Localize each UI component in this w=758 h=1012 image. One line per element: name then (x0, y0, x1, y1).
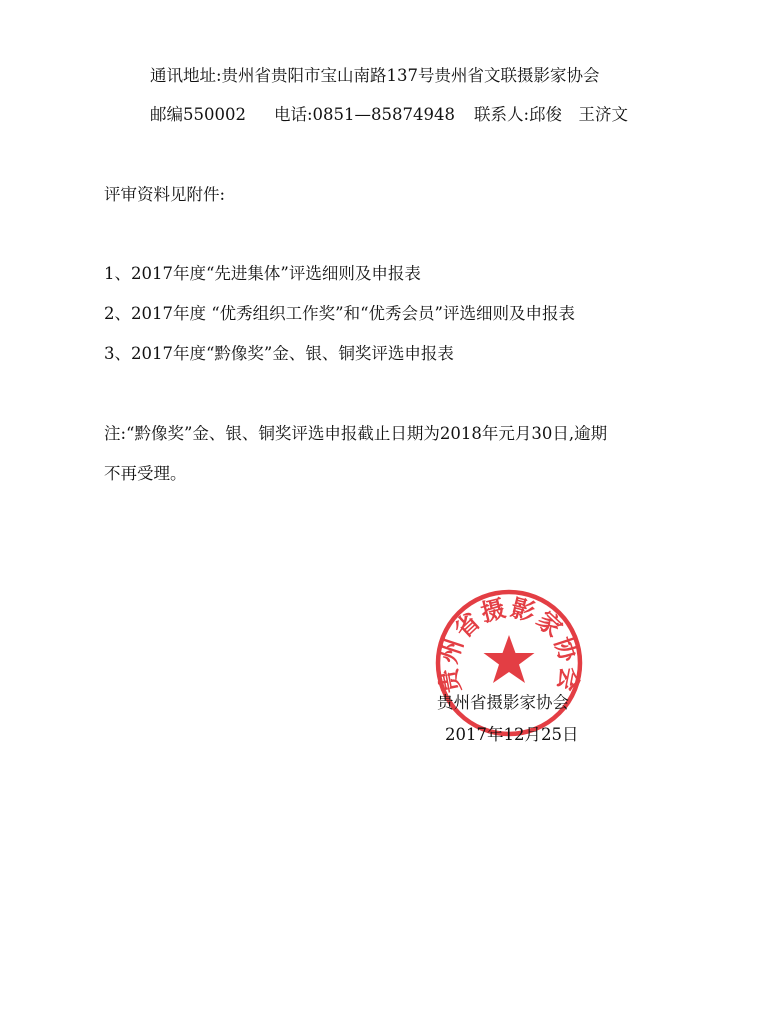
seal-text: 贵州省摄影家协会 (433, 592, 585, 696)
official-seal (433, 587, 585, 739)
note-line-1: 注:“黔像奖”金、银、铜奖评选申报截止日期为2018年元月30日,逾期 (104, 424, 608, 443)
seal-star-icon (484, 635, 535, 683)
note-line-2: 不再受理。 (104, 464, 187, 483)
attachment-item: 3、2017年度“黔像奖”金、银、铜奖评选申报表 (104, 344, 454, 363)
attachment-item: 1、2017年度“先进集体”评选细则及申报表 (104, 264, 421, 283)
contact-persons: 联系人:邱俊 王济文 (474, 105, 629, 124)
attachments-title: 评审资料见附件: (104, 185, 226, 204)
attachment-item: 2、2017年度 “优秀组织工作奖”和“优秀会员”评选细则及申报表 (104, 304, 575, 323)
postcode: 邮编550002 (150, 105, 246, 124)
address-line: 通讯地址:贵州省贵阳市宝山南路137号贵州省文联摄影家协会 (150, 66, 600, 85)
contact-line (150, 104, 628, 126)
signature-date: 2017年12月25日 (445, 725, 579, 744)
signature-organization: 贵州省摄影家协会 (437, 693, 569, 712)
phone-number: 电话:0851—85874948 (274, 105, 456, 124)
